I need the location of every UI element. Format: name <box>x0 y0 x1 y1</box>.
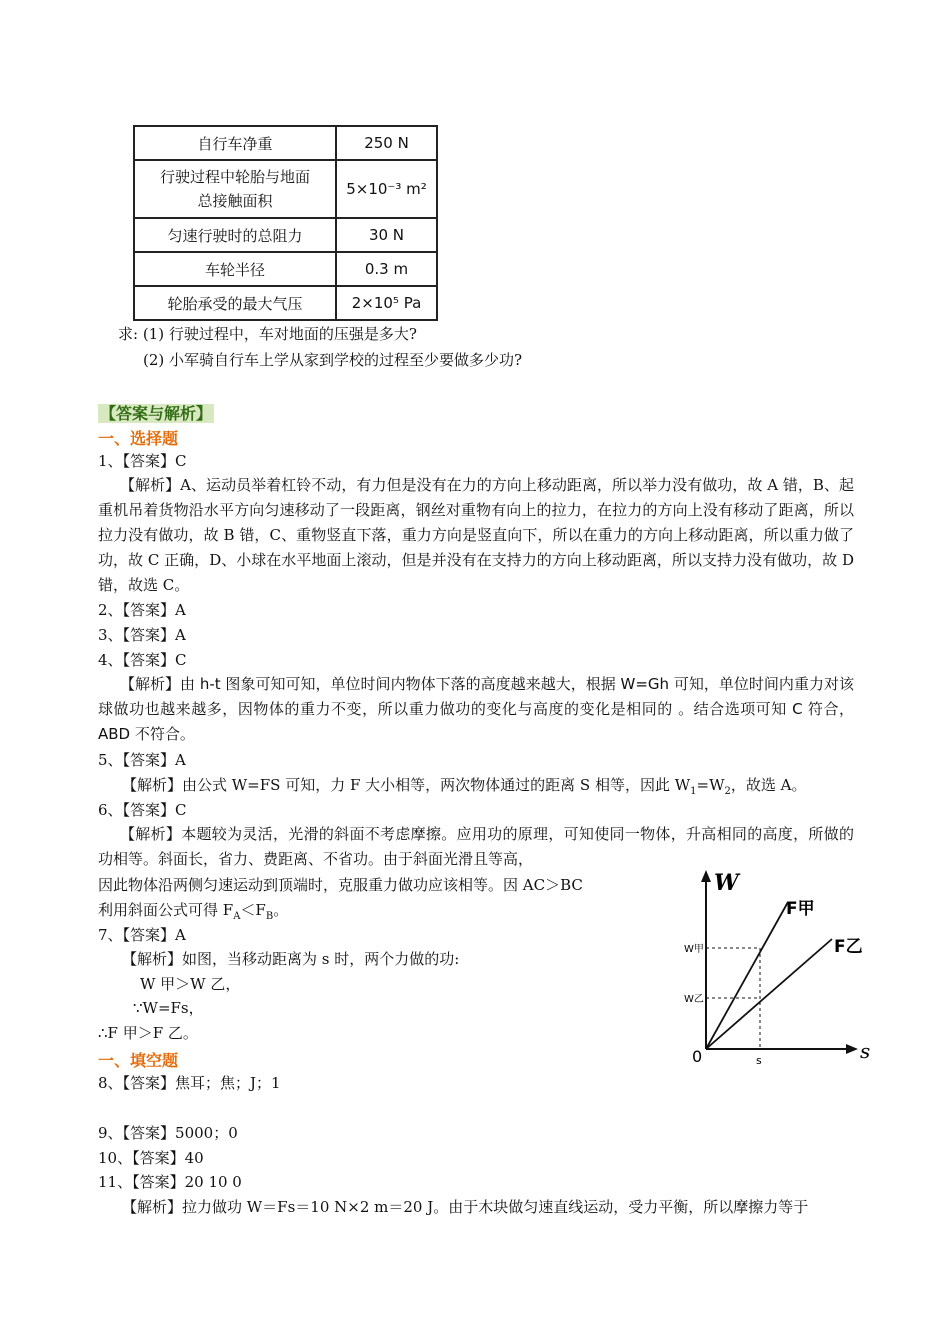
explanation-7-line4: ∴F 甲＞F 乙。 <box>98 1024 198 1042</box>
table-cell: 车轮半径 <box>134 252 336 286</box>
answers-heading <box>98 401 214 424</box>
table-cell: 5×10⁻³ m² <box>336 160 437 218</box>
explanation-1: 【解析】A、运动员举着杠铃不动，有力但是没有在力的方向上移动距离，所以举力没有做功，故 A 错，B、起重机吊着货物沿水平方向匀速移动了一段距离，钢丝对重物有向上的拉力，在拉力的方向上没有移动了距离，所以拉力没有做功，故 B 错，C、重物竖直下落，重力方向是竖直向下，所以在重力的方向上移动距离，所以重力做了功，故 C 正确，D、小球在水平地面上滚动，但是并没有在支持力的方向上移动距离，所以支持力没有做功，故 D 错，故选 C。 <box>98 476 854 594</box>
table-cell: 30 N <box>336 218 437 252</box>
answer-3: 3、【答案】A <box>98 626 186 644</box>
table-cell: 匀速行驶时的总阻力 <box>134 218 336 252</box>
line-f-jia <box>706 902 788 1049</box>
tick-w-yi: W乙 <box>684 994 704 1005</box>
x-axis-arrow <box>846 1044 858 1054</box>
explanation-6-text: 利用斜面公式可得 F <box>98 901 234 919</box>
subscript: A <box>233 911 241 922</box>
answer-5: 5、【答案】A <box>98 751 186 769</box>
explanation-5-text: ，故选 A。 <box>730 776 807 794</box>
table-row <box>134 160 437 218</box>
y-axis-arrow <box>701 870 711 882</box>
tick-s: s <box>756 1054 762 1066</box>
line-f-yi <box>706 939 832 1049</box>
answers-heading-text: 【答案与解析】 <box>100 404 213 423</box>
section-fill: 一、填空题 <box>98 1051 179 1070</box>
table-cell: 250 N <box>336 126 437 160</box>
table-cell <box>134 160 336 218</box>
answer-4: 4、【答案】C <box>98 651 187 669</box>
label-origin: 0 <box>692 1047 703 1066</box>
answer-11: 11、【答案】20 10 0 <box>98 1173 242 1191</box>
explanation-5 <box>122 775 807 802</box>
answer-10: 10、【答案】40 <box>98 1149 204 1167</box>
explanation-7-line1: 【解析】如图，当移动距离为 s 时，两个力做的功: <box>122 950 460 968</box>
explanation-6-text: ＜F <box>240 901 266 919</box>
explanation-5-text: =W <box>696 776 725 794</box>
explanation-7-line3: ∵W=Fs， <box>133 999 204 1017</box>
explanation-11: 【解析】拉力做功 W＝Fs＝10 N×2 m＝20 J。由于木块做匀速直线运动，受力平衡，所以摩擦力等于 <box>122 1198 809 1216</box>
tick-w-jia: W甲 <box>684 944 704 955</box>
answer-9: 9、【答案】5000；0 <box>98 1124 238 1142</box>
explanation-6-line2: 因此物体沿两侧匀速运动到顶端时，克服重力做功应该相等。因 AC＞BC <box>98 876 583 894</box>
label-axis-x: s <box>860 1039 871 1063</box>
table-cell: 2×10⁵ Pa <box>336 286 437 320</box>
table-row <box>134 218 437 252</box>
bicycle-spec-table <box>133 125 438 321</box>
answer-7: 7、【答案】A <box>98 926 186 944</box>
answer-1: 1、【答案】C <box>98 452 187 470</box>
explanation-4: 【解析】由 h-t 图象可知可知，单位时间内物体下落的高度越来越大，根据 W=Gh 可知，单位时间内重力对该球做功也越来越多，因物体的重力不变，所以重力做功的变化与高度的变化是相同的 。结合选项可知 C 符合，ABD 不符合。 <box>98 675 854 743</box>
subscript: 2 <box>724 786 731 797</box>
label-f-jia: F甲 <box>786 899 815 919</box>
label-axis-y: W <box>714 870 739 896</box>
table-cell: 0.3 m <box>336 252 437 286</box>
explanation-6-text: 。 <box>273 901 289 919</box>
subscript: 1 <box>690 786 697 797</box>
answer-2: 2、【答案】A <box>98 601 186 619</box>
answer-8: 8、【答案】焦耳；焦；J；1 <box>98 1074 281 1092</box>
table-row <box>134 126 437 160</box>
answer-6: 6、【答案】C <box>98 801 187 819</box>
table-row <box>134 252 437 286</box>
explanation-7-line2: W 甲＞W 乙， <box>140 975 241 993</box>
table-row <box>134 286 437 320</box>
work-distance-graph <box>684 866 884 1066</box>
question-1: 求: (1) 行驶过程中，车对地面的压强是多大? <box>118 325 417 343</box>
explanation-5-text: 【解析】由公式 W=FS 可知，力 F 大小相等，两次物体通过的距离 S 相等，因此 W <box>122 776 691 794</box>
subscript: B <box>265 911 274 922</box>
question-2: (2) 小军骑自行车上学从家到学校的过程至少要做多少功? <box>143 351 523 369</box>
table-cell-line: 行驶过程中轮胎与地面 <box>159 168 310 186</box>
explanation-6: 【解析】本题较为灵活，光滑的斜面不考虑摩擦。应用功的原理，可知使同一物体，升高相同的高度，所做的功相等。斜面长，省力、费距离、不省功。由于斜面光滑且等高， <box>98 825 854 868</box>
table-cell: 自行车净重 <box>134 126 336 160</box>
section-choice: 一、选择题 <box>98 429 179 448</box>
table-cell-line: 总接触面积 <box>197 192 273 210</box>
table-cell: 轮胎承受的最大气压 <box>134 286 336 320</box>
label-f-yi: F乙 <box>834 937 863 957</box>
explanation-6-line3 <box>98 900 288 927</box>
